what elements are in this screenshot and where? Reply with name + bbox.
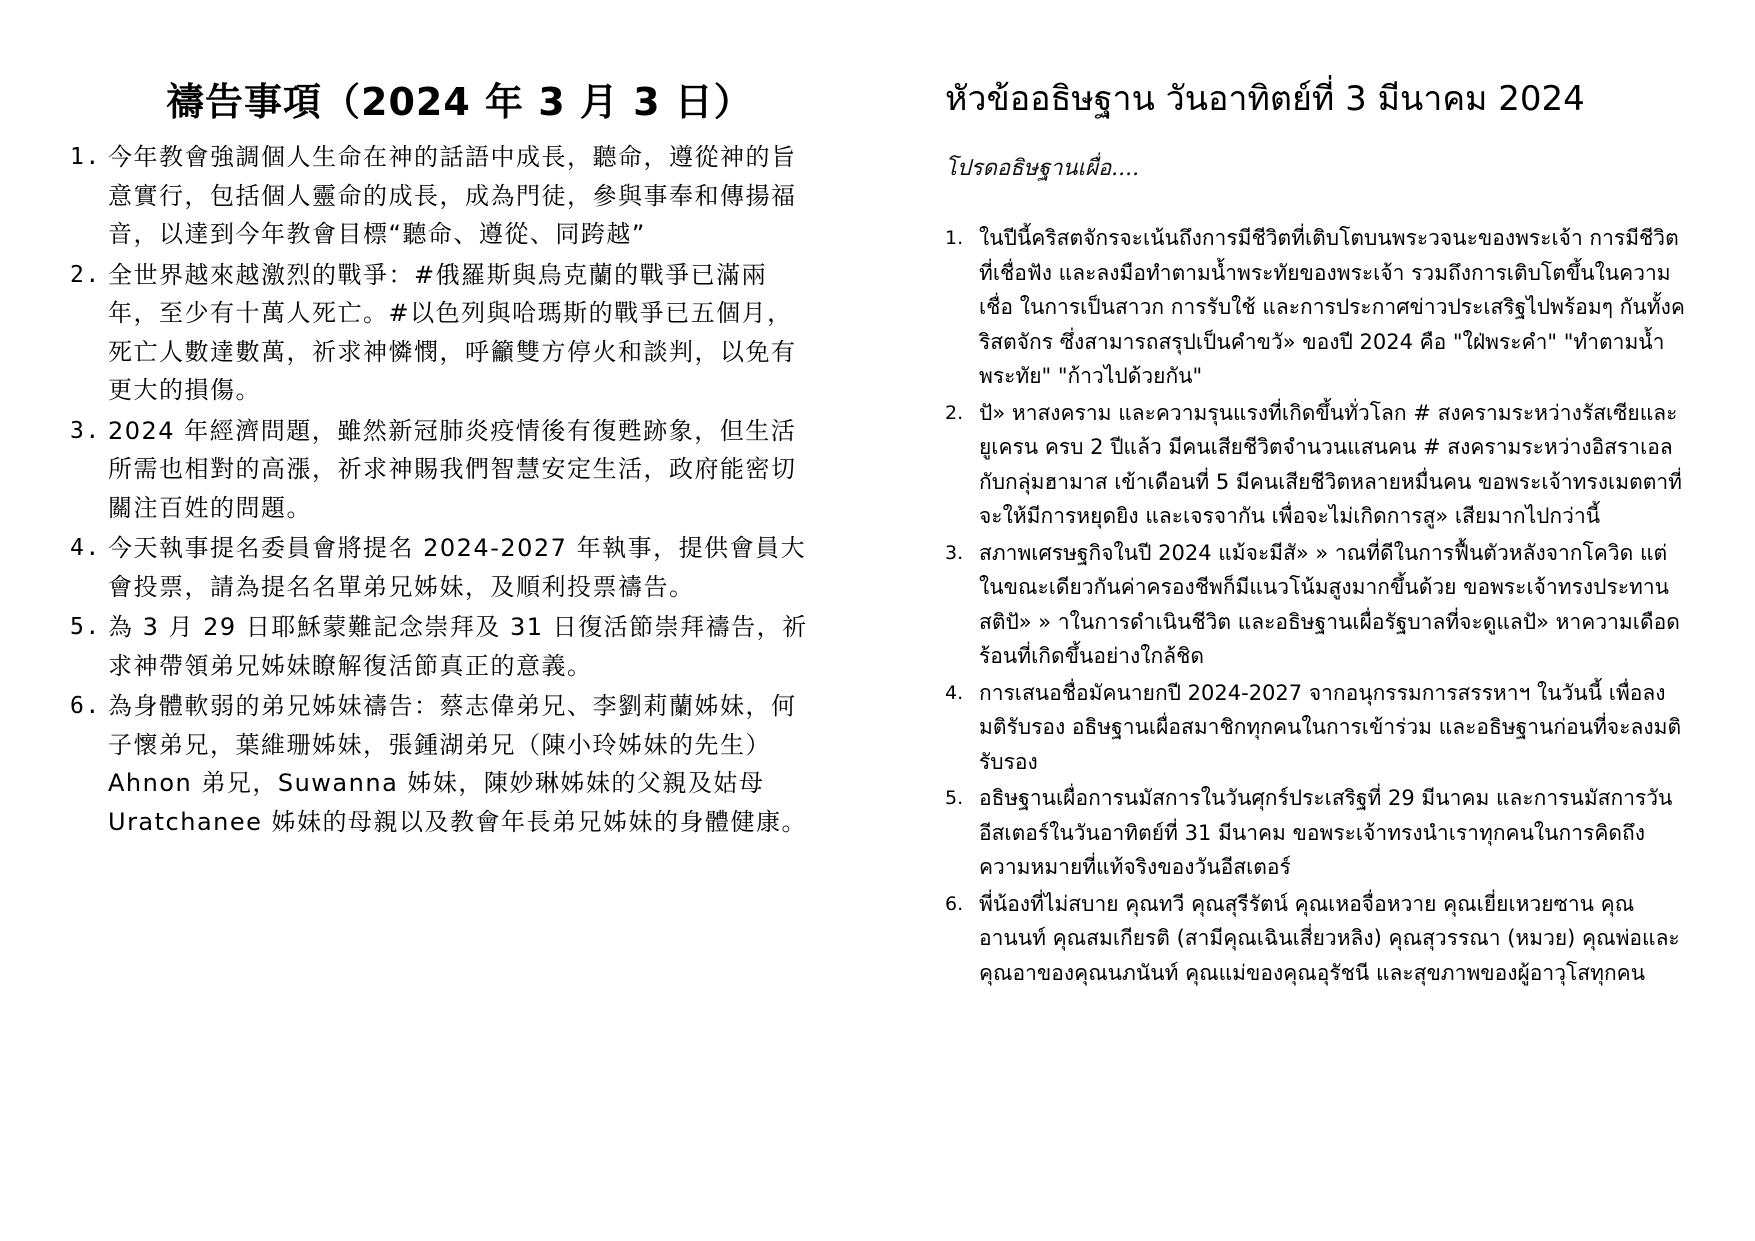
- list-item: [945, 396, 1685, 534]
- thai-title: หัวข้ออธิษฐาน วันอาทิตย์ที่ 3 มีนาคม 2024: [945, 79, 1585, 119]
- item-number: 4.: [70, 535, 101, 561]
- list-item: [70, 138, 810, 254]
- item-number: 2.: [70, 261, 101, 288]
- item-number: 6.: [70, 693, 101, 719]
- chinese-title: 禱告事項（2024 年 3 月 3 日）: [166, 80, 753, 124]
- thai-intro: โปรดอธิษฐานเผื่อ....: [945, 156, 1140, 181]
- list-item: [945, 221, 1685, 394]
- item-text: สภาพเศรษฐกิจในปี 2024 แม้จะมีสั» » าณที่ดีในการฟื้นตัวหลังจากโควิด แต่ในขณะเดียวกันค่าครองชีพก็มีแนวโน้มสูงมากขึ้นด้วย ขอพระเจ้าทรงประทานสติปั» » าในการดำเนินชีวิต และอธิษฐานเผื่อรัฐบาลที่จะดูแลปั» หาความเดือดร้อนที่เกิดขึ้นอย่างใกล้ชิด: [979, 540, 1680, 668]
- item-text: ปั» หาสงคราม และความรุนแรงที่เกิดขึ้นทั่วโลก # สงครามระหว่างรัสเซียและยูเครน ครบ 2 ปีแล้ว มีคนเสียชีวิตจำนวนแสนคน # สงครามระหว่างอิสราเอลกับกลุ่มฮามาส เข้าเดือนที่ 5 มีคนเสียชีวิตหลายหมื่นคน ขอพระเจ้าทรงเมตตาที่จะให้มีการหยุดยิง และเจรจากัน เพื่อจะไม่เกิดการสู» เสียมากไปกว่านี้: [979, 400, 1682, 528]
- list-item: [945, 536, 1685, 674]
- list-item: [70, 256, 810, 410]
- item-number: 1.: [70, 144, 101, 170]
- item-number: 5.: [70, 614, 101, 640]
- thai-prayer-list: [945, 221, 1685, 992]
- chinese-prayer-list: [70, 138, 810, 843]
- item-text: 2024 年經濟問題，雖然新冠肺炎疫情後有復甦跡象，但生活所需也相對的高漲，祈求神賜我們智慧安定生活，政府能密切關注百姓的問題。: [108, 416, 797, 522]
- item-number: 3.: [70, 417, 101, 444]
- item-text: 為 3 月 29 日耶穌蒙難記念崇拜及 31 日復活節崇拜禱告，祈求神帶領弟兄姊妹瞭解復活節真正的意義。: [108, 613, 808, 680]
- item-number: 4.: [945, 681, 964, 704]
- item-text: ในปีนี้คริสตจักรจะเน้นถึงการมีชีวิตที่เติบโตบนพระวจนะของพระเจ้า การมีชีวิตที่เชื่อฟัง และลงมือทำตามน้ำพระทัยของพระเจ้า รวมถึงการเติบโตขึ้นในความเชื่อ ในการเป็นสาวก การรับใช้ และการประกาศข่าวประเสริฐไปพร้อมๆ กันทั้งคริสตจักร ซึ่งสามารถสรุปเป็นคำขวั» ของปี 2024 คือ "ใฝ่พระคำ" "ทำตามน้ำพระทัย" "ก้าวไปด้วยกัน": [979, 226, 1685, 388]
- item-number: 3.: [945, 541, 964, 564]
- item-number: 1.: [945, 227, 964, 249]
- list-item: [70, 608, 810, 685]
- list-item: [945, 887, 1685, 991]
- list-item: [70, 687, 810, 841]
- item-text: พี่น้องที่ไม่สบาย คุณทวี คุณสุรีรัตน์ คุณเหอจื่อหวาย คุณเยี่ยเหวยซาน คุณอานนท์ คุณสมเกียรติ (สามีคุณเฉินเสี่ยวหลิง) คุณสุวรรณา (หมวย) คุณพ่อและคุณอาของคุณนภนันท์ คุณแม่ของคุณอุรัชนี และสุขภาพของผู้อาวุโสทุกคน: [979, 891, 1680, 985]
- item-number: 2.: [945, 401, 964, 424]
- item-text: 今天執事提名委員會將提名 2024-2027 年執事，提供會員大會投票，請為提名名單弟兄姊妹，及順利投票禱告。: [108, 534, 807, 601]
- item-number: 6.: [945, 892, 964, 915]
- item-text: 全世界越來越激烈的戰爭：#俄羅斯與烏克蘭的戰爭已滿兩年，至少有十萬人死亡。#以色列與哈瑪斯的戰爭已五個月，死亡人數達數萬，祈求神憐憫，呼籲雙方停火和談判，以免有更大的損傷。: [108, 260, 797, 404]
- list-item: [945, 676, 1685, 780]
- item-text: 為身體軟弱的弟兄姊妹禱告：蔡志偉弟兄、李劉莉蘭姊妹，何子懷弟兄，葉維珊姊妹，張鍾湖弟兄（陳小玲姊妹的先生）Ahnon 弟兄，Suwanna 姊妹，陳妙琳姊妹的父親及姑母 Uratchanee 姊妹的母親以及教會年長弟兄姊妹的身體健康。: [108, 692, 808, 836]
- list-item: [945, 781, 1685, 885]
- item-text: อธิษฐานเผื่อการนมัสการในวันศุกร์ประเสริฐที่ 29 มีนาคม และการนมัสการวันอีสเตอร์ในวันอาทิตย์ที่ 31 มีนาคม ขอพระเจ้าทรงนำเราทุกคนในการคิดถึงความหมายที่แท้จริงของวันอีสเตอร์: [979, 786, 1673, 879]
- item-number: 5.: [945, 787, 964, 809]
- item-text: การเสนอชื่อมัคนายกปี 2024-2027 จากอนุกรรมการสรรหาฯ ในวันนี้ เพื่อลงมติรับรอง อธิษฐานเผื่อสมาชิกทุกคนในการเข้าร่วม และอธิษฐานก่อนที่จะลงมติรับรอง: [979, 680, 1682, 774]
- list-item: [70, 529, 810, 606]
- list-item: [70, 412, 810, 528]
- item-text: 今年教會強調個人生命在神的話語中成長，聽命，遵從神的旨意實行，包括個人靈命的成長，成為門徒，參與事奉和傳揚福音，以達到今年教會目標“聽命、遵從、同跨越”: [108, 143, 797, 248]
